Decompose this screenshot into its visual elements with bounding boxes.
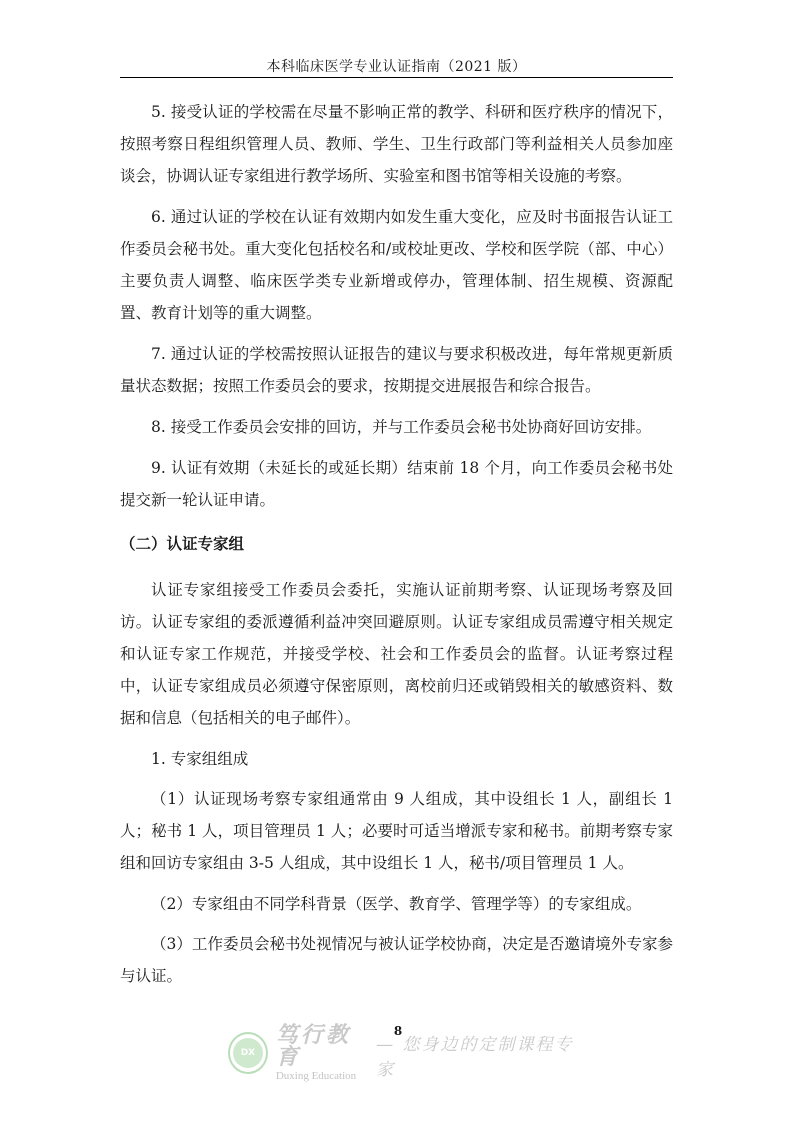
paragraph-item-7: 7. 通过认证的学校需按照认证报告的建议与要求积极改进，每年常规更新质量状态数据；按照工作委员会的要求，按期提交进展报告和综合报告。 [120,345,673,395]
paragraph-composition-2: （2）专家组由不同学科背景（医学、教育学、管理学等）的专家组成。 [151,895,642,913]
paragraph-composition-1: （1）认证现场考察专家组通常由 9 人组成，其中设组长 1 人，副组长 1 人；秘书 1 人，项目管理员 1 人；必要时可适当增派专家和秘书。前期考察专家组和回访专家组由 3-5 人组成，其中设组长 1 人，秘书/项目管理员 1 人。 [120,790,673,872]
footer-watermark [228,1022,580,1082]
subheading-group-composition: 1. 专家组组成 [151,750,249,768]
brand-block [276,1024,370,1082]
brand-slogan: — 您身边的定制课程专家 [376,1035,574,1080]
page-body [120,96,673,1001]
paragraph-item-6: 6. 通过认证的学校在认证有效期内如发生重大变化，应及时书面报告认证工作委员会秘书处。重大变化包括校名和/或校址更改、学校和医学院（部、中心）主要负责人调整、临床医学类专业新增或停办，管理体制、招生规模、资源配置、教育计划等的重大调整。 [120,208,673,322]
brand-name-cn: 笃行教育 [275,1022,351,1070]
page-number: 8 [393,1024,403,1038]
header-divider [120,77,673,78]
logo-seal-icon: DX [228,1032,268,1074]
brand-name-en: Duxing Education [275,1070,357,1082]
running-header: 本科临床医学专业认证指南（2021 版） [266,59,527,75]
paragraph-expert-group-intro: 认证专家组接受工作委员会委托，实施认证前期考察、认证现场考察及回访。认证专家组的委派遵循利益冲突回避原则。认证专家组成员需遵守相关规定和认证专家工作规范，并接受学校、社会和工作委员会的监督。认证考察过程中，认证专家组成员必须遵守保密原则，离校前归还或销毁相关的敏感资料、数据和信息（包括相关的电子邮件）。 [120,581,673,727]
paragraph-composition-3: （3）工作委员会秘书处视情况与被认证学校协商，决定是否邀请境外专家参与认证。 [120,935,673,985]
section-heading: （二）认证专家组 [120,535,245,553]
paragraph-item-5: 5. 接受认证的学校需在尽量不影响正常的教学、科研和医疗秩序的情况下，按照考察日程组织管理人员、教师、学生、卫生行政部门等利益相关人员参加座谈会，协调认证专家组进行教学场所、实验室和图书馆等相关设施的考察。 [120,103,673,185]
paragraph-item-8: 8. 接受工作委员会安排的回访，并与工作委员会秘书处协商好回访安排。 [151,418,652,436]
paragraph-item-9: 9. 认证有效期（未延长的或延长期）结束前 18 个月，向工作委员会秘书处提交新一轮认证申请。 [120,459,673,509]
